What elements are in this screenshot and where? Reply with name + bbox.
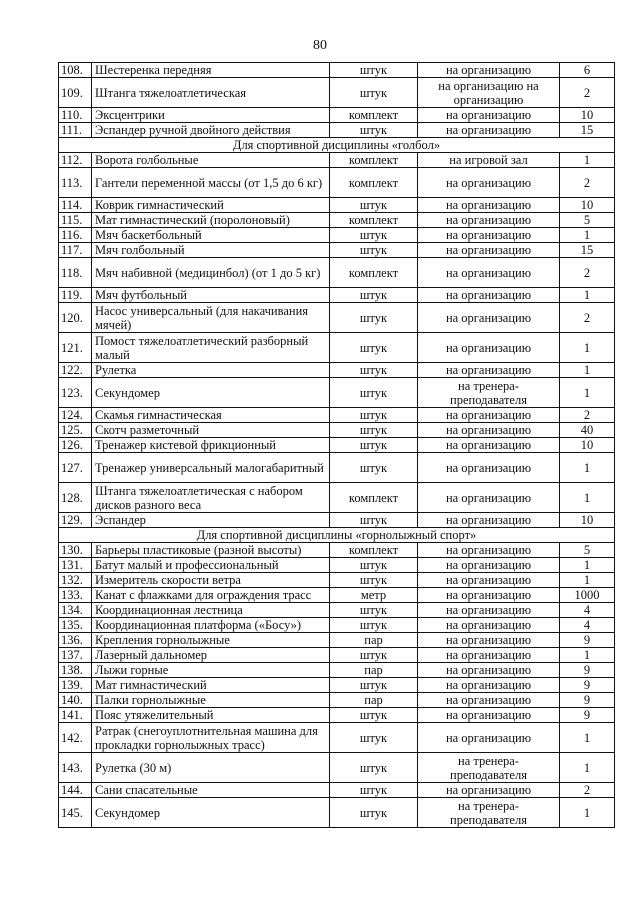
allocation-note: на организацию: [418, 723, 560, 753]
allocation-note: на организацию: [418, 558, 560, 573]
quantity: 1: [560, 153, 615, 168]
item-name: Лыжи горные: [92, 663, 330, 678]
row-number: 112.: [59, 153, 92, 168]
row-number: 108.: [59, 63, 92, 78]
section-header-row: [59, 528, 615, 543]
table-row: [59, 648, 615, 663]
unit-of-measure: комплект: [330, 168, 418, 198]
unit-of-measure: штук: [330, 408, 418, 423]
allocation-note: на организацию: [418, 198, 560, 213]
section-title: Для спортивной дисциплины «горнолыжный спорт»: [59, 528, 615, 543]
unit-of-measure: штук: [330, 603, 418, 618]
row-number: 137.: [59, 648, 92, 663]
quantity: 40: [560, 423, 615, 438]
table-row: [59, 708, 615, 723]
allocation-note: на организацию: [418, 363, 560, 378]
item-name: Рулетка: [92, 363, 330, 378]
unit-of-measure: штук: [330, 648, 418, 663]
allocation-note: на тренера-преподавателя: [418, 378, 560, 408]
quantity: 2: [560, 78, 615, 108]
table-row: [59, 693, 615, 708]
row-number: 135.: [59, 618, 92, 633]
row-number: 122.: [59, 363, 92, 378]
allocation-note: на игровой зал: [418, 153, 560, 168]
allocation-note: на тренера-преподавателя: [418, 753, 560, 783]
quantity: 1000: [560, 588, 615, 603]
table-row: [59, 408, 615, 423]
table-row: [59, 573, 615, 588]
item-name: Измеритель скорости ветра: [92, 573, 330, 588]
row-number: 111.: [59, 123, 92, 138]
item-name: Эксцентрики: [92, 108, 330, 123]
quantity: 9: [560, 693, 615, 708]
item-name: Канат с флажками для ограждения трасс: [92, 588, 330, 603]
unit-of-measure: штук: [330, 333, 418, 363]
allocation-note: на организацию: [418, 243, 560, 258]
quantity: 15: [560, 123, 615, 138]
page-number: 80: [313, 38, 327, 53]
allocation-note: на организацию: [418, 63, 560, 78]
item-name: Пояс утяжелительный: [92, 708, 330, 723]
allocation-note: на организацию: [418, 573, 560, 588]
unit-of-measure: штук: [330, 708, 418, 723]
row-number: 129.: [59, 513, 92, 528]
quantity: 4: [560, 603, 615, 618]
table-row: [59, 168, 615, 198]
item-name: Тренажер универсальный малогабаритный: [92, 453, 330, 483]
allocation-note: на организацию: [418, 588, 560, 603]
unit-of-measure: пар: [330, 693, 418, 708]
item-name: Тренажер кистевой фрикционный: [92, 438, 330, 453]
equipment-table-body: [59, 63, 615, 828]
unit-of-measure: штук: [330, 63, 418, 78]
table-row: [59, 423, 615, 438]
item-name: Мяч футбольный: [92, 288, 330, 303]
item-name: Секундомер: [92, 378, 330, 408]
allocation-note: на организацию: [418, 303, 560, 333]
quantity: 1: [560, 573, 615, 588]
table-row: [59, 453, 615, 483]
table-row: [59, 663, 615, 678]
row-number: 110.: [59, 108, 92, 123]
quantity: 9: [560, 708, 615, 723]
allocation-note: на организацию: [418, 693, 560, 708]
row-number: 136.: [59, 633, 92, 648]
row-number: 113.: [59, 168, 92, 198]
allocation-note: на организацию: [418, 453, 560, 483]
item-name: Крепления горнолыжные: [92, 633, 330, 648]
allocation-note: на организацию: [418, 228, 560, 243]
allocation-note: на организацию: [418, 783, 560, 798]
table-row: [59, 483, 615, 513]
quantity: 2: [560, 168, 615, 198]
row-number: 144.: [59, 783, 92, 798]
unit-of-measure: штук: [330, 723, 418, 753]
table-row: [59, 108, 615, 123]
allocation-note: на организацию: [418, 123, 560, 138]
allocation-note: на организацию: [418, 438, 560, 453]
row-number: 141.: [59, 708, 92, 723]
quantity: 1: [560, 753, 615, 783]
table-row: [59, 63, 615, 78]
table-row: [59, 723, 615, 753]
unit-of-measure: штук: [330, 243, 418, 258]
section-header-row: [59, 138, 615, 153]
unit-of-measure: штук: [330, 678, 418, 693]
quantity: 1: [560, 288, 615, 303]
row-number: 126.: [59, 438, 92, 453]
allocation-note: на организацию: [418, 288, 560, 303]
section-title: Для спортивной дисциплины «голбол»: [59, 138, 615, 153]
item-name: Мяч баскетбольный: [92, 228, 330, 243]
item-name: Координационная платформа («Босу»): [92, 618, 330, 633]
unit-of-measure: пар: [330, 633, 418, 648]
row-number: 123.: [59, 378, 92, 408]
unit-of-measure: штук: [330, 573, 418, 588]
table-row: [59, 798, 615, 828]
quantity: 1: [560, 558, 615, 573]
unit-of-measure: штук: [330, 123, 418, 138]
table-row: [59, 558, 615, 573]
quantity: 1: [560, 723, 615, 753]
quantity: 15: [560, 243, 615, 258]
row-number: 145.: [59, 798, 92, 828]
row-number: 131.: [59, 558, 92, 573]
quantity: 1: [560, 453, 615, 483]
unit-of-measure: штук: [330, 753, 418, 783]
allocation-note: на организацию: [418, 663, 560, 678]
item-name: Эспандер ручной двойного действия: [92, 123, 330, 138]
unit-of-measure: штук: [330, 438, 418, 453]
unit-of-measure: метр: [330, 588, 418, 603]
unit-of-measure: штук: [330, 783, 418, 798]
table-row: [59, 633, 615, 648]
allocation-note: на организацию: [418, 648, 560, 663]
unit-of-measure: комплект: [330, 258, 418, 288]
item-name: Мяч набивной (медицинбол) (от 1 до 5 кг): [92, 258, 330, 288]
item-name: Секундомер: [92, 798, 330, 828]
row-number: 117.: [59, 243, 92, 258]
row-number: 114.: [59, 198, 92, 213]
allocation-note: на организацию: [418, 483, 560, 513]
item-name: Координационная лестница: [92, 603, 330, 618]
table-row: [59, 243, 615, 258]
allocation-note: на организацию: [418, 513, 560, 528]
allocation-note: на организацию: [418, 168, 560, 198]
table-row: [59, 363, 615, 378]
item-name: Мат гимнастический: [92, 678, 330, 693]
item-name: Рулетка (30 м): [92, 753, 330, 783]
unit-of-measure: комплект: [330, 108, 418, 123]
table-row: [59, 228, 615, 243]
item-name: Скамья гимнастическая: [92, 408, 330, 423]
table-row: [59, 783, 615, 798]
item-name: Сани спасательные: [92, 783, 330, 798]
row-number: 124.: [59, 408, 92, 423]
unit-of-measure: штук: [330, 78, 418, 108]
quantity: 10: [560, 108, 615, 123]
table-row: [59, 513, 615, 528]
quantity: 1: [560, 378, 615, 408]
quantity: 1: [560, 228, 615, 243]
allocation-note: на организацию: [418, 333, 560, 363]
quantity: 9: [560, 678, 615, 693]
unit-of-measure: штук: [330, 363, 418, 378]
quantity: 10: [560, 513, 615, 528]
item-name: Эспандер: [92, 513, 330, 528]
quantity: 1: [560, 363, 615, 378]
table-row: [59, 588, 615, 603]
item-name: Барьеры пластиковые (разной высоты): [92, 543, 330, 558]
row-number: 109.: [59, 78, 92, 108]
unit-of-measure: штук: [330, 198, 418, 213]
table-row: [59, 333, 615, 363]
item-name: Насос универсальный (для накачивания мячей): [92, 303, 330, 333]
allocation-note: на организацию: [418, 108, 560, 123]
row-number: 121.: [59, 333, 92, 363]
quantity: 2: [560, 258, 615, 288]
quantity: 1: [560, 798, 615, 828]
allocation-note: на организацию: [418, 618, 560, 633]
item-name: Мяч голбольный: [92, 243, 330, 258]
row-number: 138.: [59, 663, 92, 678]
quantity: 5: [560, 213, 615, 228]
quantity: 2: [560, 303, 615, 333]
unit-of-measure: штук: [330, 618, 418, 633]
row-number: 140.: [59, 693, 92, 708]
table-row: [59, 153, 615, 168]
unit-of-measure: комплект: [330, 153, 418, 168]
item-name: Коврик гимнастический: [92, 198, 330, 213]
allocation-note: на организацию: [418, 423, 560, 438]
row-number: 132.: [59, 573, 92, 588]
allocation-note: на организацию на организацию: [418, 78, 560, 108]
item-name: Помост тяжелоатлетический разборный малый: [92, 333, 330, 363]
quantity: 4: [560, 618, 615, 633]
item-name: Лазерный дальномер: [92, 648, 330, 663]
item-name: Штанга тяжелоатлетическая: [92, 78, 330, 108]
item-name: Мат гимнастический (поролоновый): [92, 213, 330, 228]
row-number: 118.: [59, 258, 92, 288]
row-number: 127.: [59, 453, 92, 483]
item-name: Шестеренка передняя: [92, 63, 330, 78]
unit-of-measure: штук: [330, 558, 418, 573]
unit-of-measure: штук: [330, 423, 418, 438]
unit-of-measure: штук: [330, 513, 418, 528]
allocation-note: на организацию: [418, 543, 560, 558]
row-number: 125.: [59, 423, 92, 438]
quantity: 1: [560, 648, 615, 663]
allocation-note: на организацию: [418, 408, 560, 423]
quantity: 2: [560, 408, 615, 423]
quantity: 1: [560, 333, 615, 363]
allocation-note: на тренера-преподавателя: [418, 798, 560, 828]
allocation-note: на организацию: [418, 678, 560, 693]
table-row: [59, 438, 615, 453]
item-name: Палки горнолыжные: [92, 693, 330, 708]
quantity: 6: [560, 63, 615, 78]
unit-of-measure: штук: [330, 228, 418, 243]
allocation-note: на организацию: [418, 633, 560, 648]
table-row: [59, 288, 615, 303]
equipment-table: [58, 62, 615, 828]
row-number: 143.: [59, 753, 92, 783]
unit-of-measure: штук: [330, 798, 418, 828]
table-row: [59, 753, 615, 783]
row-number: 119.: [59, 288, 92, 303]
unit-of-measure: комплект: [330, 213, 418, 228]
table-row: [59, 258, 615, 288]
quantity: 1: [560, 483, 615, 513]
quantity: 9: [560, 663, 615, 678]
table-row: [59, 213, 615, 228]
table-row: [59, 543, 615, 558]
row-number: 120.: [59, 303, 92, 333]
allocation-note: на организацию: [418, 258, 560, 288]
quantity: 9: [560, 633, 615, 648]
allocation-note: на организацию: [418, 603, 560, 618]
quantity: 5: [560, 543, 615, 558]
unit-of-measure: комплект: [330, 543, 418, 558]
row-number: 134.: [59, 603, 92, 618]
unit-of-measure: комплект: [330, 483, 418, 513]
unit-of-measure: штук: [330, 303, 418, 333]
row-number: 128.: [59, 483, 92, 513]
table-row: [59, 618, 615, 633]
item-name: Ратрак (снегоуплотнительная машина для прокладки горнолыжных трасс): [92, 723, 330, 753]
table-row: [59, 303, 615, 333]
row-number: 130.: [59, 543, 92, 558]
row-number: 116.: [59, 228, 92, 243]
table-row: [59, 198, 615, 213]
row-number: 139.: [59, 678, 92, 693]
row-number: 133.: [59, 588, 92, 603]
item-name: Гантели переменной массы (от 1,5 до 6 кг): [92, 168, 330, 198]
unit-of-measure: пар: [330, 663, 418, 678]
item-name: Скотч разметочный: [92, 423, 330, 438]
quantity: 10: [560, 438, 615, 453]
table-row: [59, 603, 615, 618]
item-name: Ворота голбольные: [92, 153, 330, 168]
allocation-note: на организацию: [418, 708, 560, 723]
item-name: Штанга тяжелоатлетическая с набором дисков разного веса: [92, 483, 330, 513]
quantity: 10: [560, 198, 615, 213]
allocation-note: на организацию: [418, 213, 560, 228]
table-row: [59, 378, 615, 408]
quantity: 2: [560, 783, 615, 798]
table-row: [59, 78, 615, 108]
unit-of-measure: штук: [330, 288, 418, 303]
unit-of-measure: штук: [330, 378, 418, 408]
row-number: 142.: [59, 723, 92, 753]
table-row: [59, 678, 615, 693]
table-row: [59, 123, 615, 138]
unit-of-measure: штук: [330, 453, 418, 483]
row-number: 115.: [59, 213, 92, 228]
item-name: Батут малый и профессиональный: [92, 558, 330, 573]
